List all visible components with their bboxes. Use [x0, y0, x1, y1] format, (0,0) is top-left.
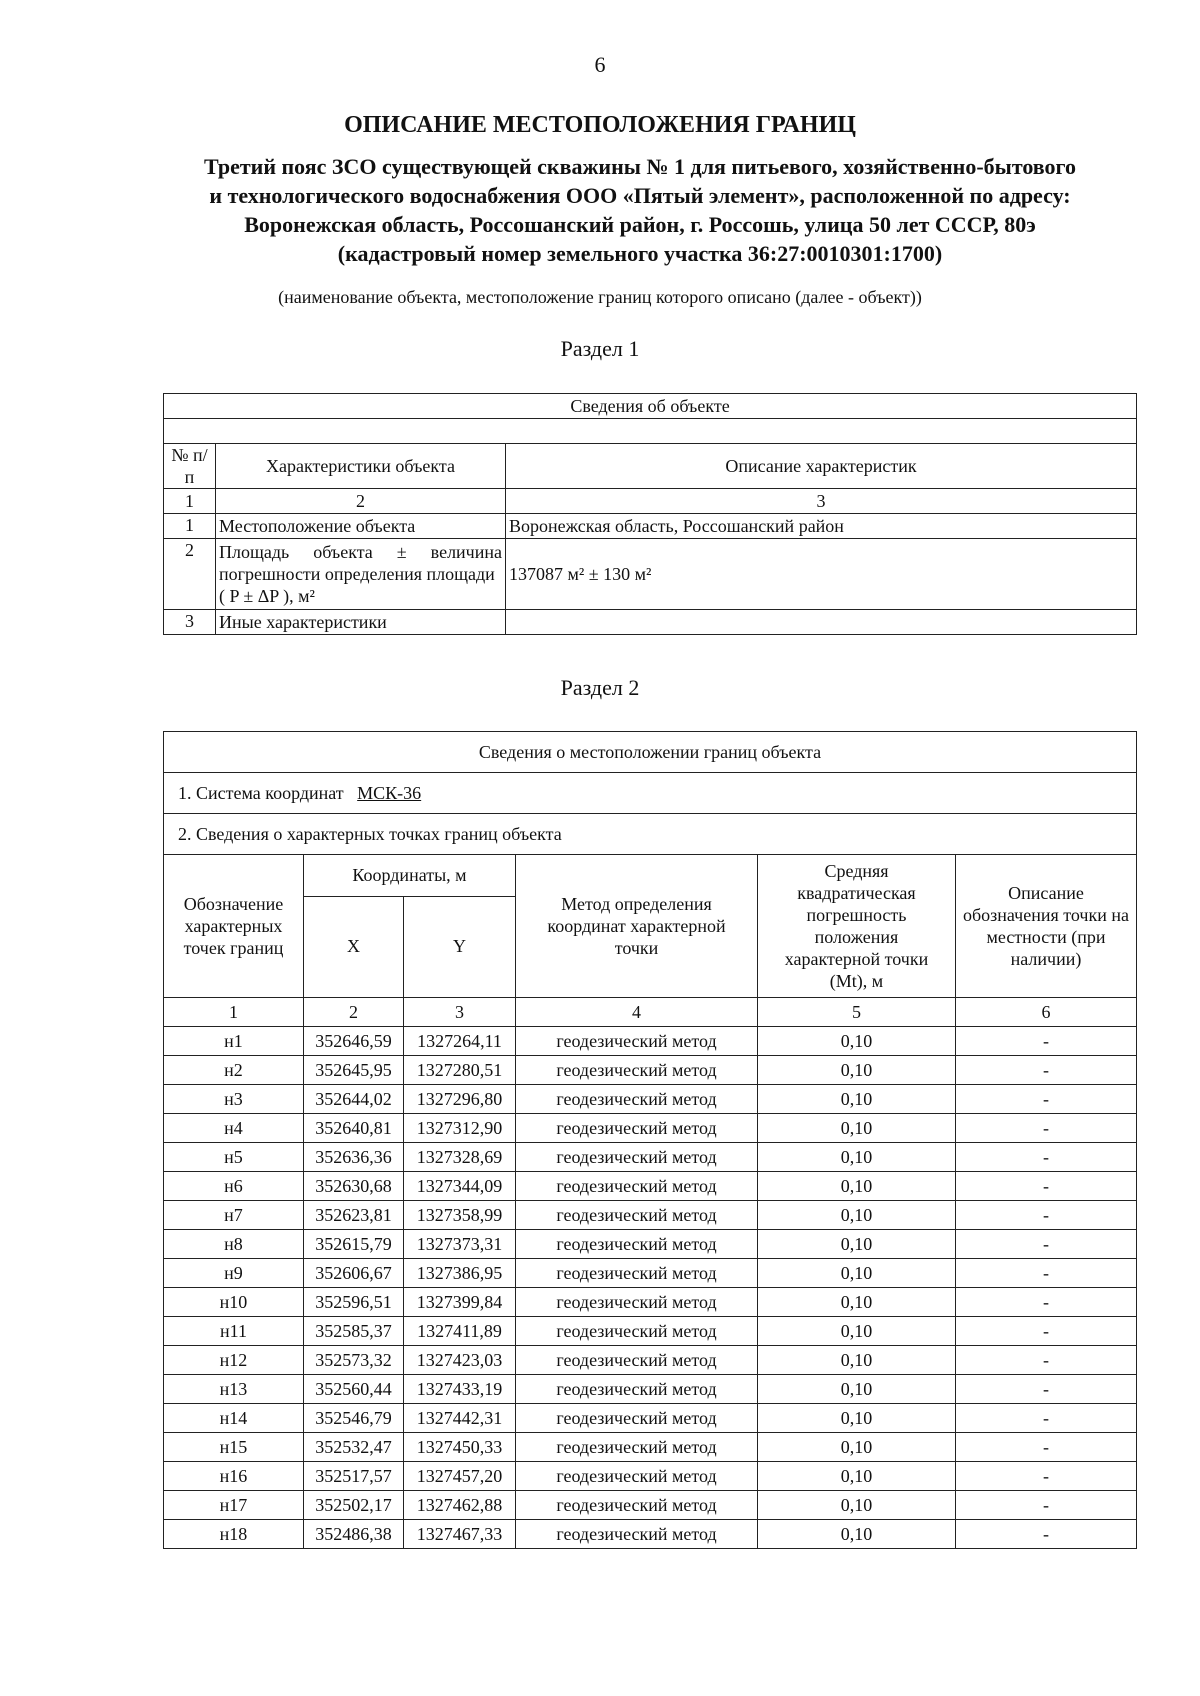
- point-id-cell: н8: [164, 1230, 304, 1259]
- subtitle-line: Воронежская область, Россошанский район, г. Россошь, улица 50 лет СССР, 80э: [244, 212, 1036, 237]
- point-description-cell: -: [956, 1114, 1137, 1143]
- method-cell: геодезический метод: [516, 1143, 758, 1172]
- y-coordinate-cell: 1327411,89: [404, 1317, 516, 1346]
- error-cell: 0,10: [758, 1462, 956, 1491]
- column-number: 5: [758, 998, 956, 1027]
- error-cell: 0,10: [758, 1027, 956, 1056]
- y-coordinate-cell: 1327386,95: [404, 1259, 516, 1288]
- error-cell: 0,10: [758, 1259, 956, 1288]
- point-id-cell: н10: [164, 1288, 304, 1317]
- description-cell: 137087 м² ± 130 м²: [506, 539, 1137, 610]
- coord-system-value: МСК-36: [357, 782, 422, 803]
- x-coordinate-cell: 352630,68: [304, 1172, 404, 1201]
- header-cell: Характеристики объекта: [216, 444, 506, 489]
- error-cell: 0,10: [758, 1114, 956, 1143]
- point-id-cell: н14: [164, 1404, 304, 1433]
- point-description-cell: -: [956, 1404, 1137, 1433]
- y-coordinate-cell: 1327264,11: [404, 1027, 516, 1056]
- y-coordinate-cell: 1327442,31: [404, 1404, 516, 1433]
- table-row: [164, 1317, 1137, 1346]
- error-cell: 0,10: [758, 1143, 956, 1172]
- table-header-row: [164, 855, 1137, 897]
- point-id-cell: н16: [164, 1462, 304, 1491]
- column-number-row: [164, 489, 1137, 514]
- y-coordinate-cell: 1327399,84: [404, 1288, 516, 1317]
- characteristic-text: Площадь объекта ± величина погрешности определения площади: [219, 542, 502, 584]
- error-cell: 0,10: [758, 1230, 956, 1259]
- y-coordinate-cell: 1327373,31: [404, 1230, 516, 1259]
- method-cell: геодезический метод: [516, 1462, 758, 1491]
- empty-cell: [164, 419, 1137, 444]
- row-number: 2: [164, 539, 216, 610]
- point-description-cell: -: [956, 1375, 1137, 1404]
- point-id-cell: н7: [164, 1201, 304, 1230]
- coord-system-cell: [164, 773, 1137, 814]
- method-cell: геодезический метод: [516, 1172, 758, 1201]
- table-row: [164, 514, 1137, 539]
- method-cell: геодезический метод: [516, 1114, 758, 1143]
- x-coordinate-cell: 352517,57: [304, 1462, 404, 1491]
- object-subtitle: [120, 152, 1160, 268]
- row-number: 1: [164, 514, 216, 539]
- point-description-cell: -: [956, 1462, 1137, 1491]
- subtitle-line: (кадастровый номер земельного участка 36:27:0010301:1700): [337, 241, 943, 266]
- x-coordinate-cell: 352646,59: [304, 1027, 404, 1056]
- table-row: [164, 1404, 1137, 1433]
- table-row: [164, 1056, 1137, 1085]
- table-row: [164, 1027, 1137, 1056]
- error-cell: 0,10: [758, 1520, 956, 1549]
- table-row: [164, 1114, 1137, 1143]
- x-coordinate-cell: 352486,38: [304, 1520, 404, 1549]
- point-id-cell: н4: [164, 1114, 304, 1143]
- y-coordinate-cell: 1327433,19: [404, 1375, 516, 1404]
- y-coordinate-cell: 1327457,20: [404, 1462, 516, 1491]
- description-cell: [506, 610, 1137, 635]
- point-id-cell: н5: [164, 1143, 304, 1172]
- x-coordinate-cell: 352585,37: [304, 1317, 404, 1346]
- point-id-cell: н18: [164, 1520, 304, 1549]
- coord-system-label: 1. Система координат: [178, 782, 344, 803]
- method-cell: геодезический метод: [516, 1317, 758, 1346]
- header-cell: X: [304, 896, 404, 997]
- table-row: [164, 1462, 1137, 1491]
- error-cell: 0,10: [758, 1404, 956, 1433]
- table-row: [164, 610, 1137, 635]
- page-number: 6: [594, 52, 606, 77]
- point-id-cell: н13: [164, 1375, 304, 1404]
- x-coordinate-cell: 352573,32: [304, 1346, 404, 1375]
- points-title-row: [164, 814, 1137, 855]
- x-coordinate-cell: 352636,36: [304, 1143, 404, 1172]
- method-cell: геодезический метод: [516, 1259, 758, 1288]
- error-cell: 0,10: [758, 1201, 956, 1230]
- method-cell: геодезический метод: [516, 1027, 758, 1056]
- point-id-cell: н1: [164, 1027, 304, 1056]
- column-number: 1: [164, 489, 216, 514]
- table-row: [164, 1520, 1137, 1549]
- characteristic-cell: Местоположение объекта: [216, 514, 506, 539]
- point-description-cell: -: [956, 1433, 1137, 1462]
- points-body: [164, 1027, 1137, 1549]
- x-coordinate-cell: 352532,47: [304, 1433, 404, 1462]
- table-row: [164, 1288, 1137, 1317]
- method-cell: геодезический метод: [516, 1230, 758, 1259]
- subtitle-line: Третий пояс ЗСО существующей скважины № 1 для питьевого, хозяйственно-бытового: [204, 154, 1076, 179]
- method-cell: геодезический метод: [516, 1433, 758, 1462]
- error-cell: 0,10: [758, 1085, 956, 1114]
- point-description-cell: -: [956, 1288, 1137, 1317]
- characteristic-cell: [216, 539, 506, 610]
- header-cell: Описание характеристик: [506, 444, 1137, 489]
- method-cell: геодезический метод: [516, 1404, 758, 1433]
- x-coordinate-cell: 352644,02: [304, 1085, 404, 1114]
- header-cell: Координаты, м: [304, 855, 516, 897]
- y-coordinate-cell: 1327312,90: [404, 1114, 516, 1143]
- points-title: 2. Сведения о характерных точках границ объекта: [164, 814, 1137, 855]
- row-number: 3: [164, 610, 216, 635]
- column-number: 6: [956, 998, 1137, 1027]
- coord-system-row: [164, 773, 1137, 814]
- y-coordinate-cell: 1327344,09: [404, 1172, 516, 1201]
- description-cell: Воронежская область, Россошанский район: [506, 514, 1137, 539]
- point-description-cell: -: [956, 1491, 1137, 1520]
- x-coordinate-cell: 352640,81: [304, 1114, 404, 1143]
- x-coordinate-cell: 352645,95: [304, 1056, 404, 1085]
- y-coordinate-cell: 1327423,03: [404, 1346, 516, 1375]
- table-row: [164, 1491, 1137, 1520]
- x-coordinate-cell: 352623,81: [304, 1201, 404, 1230]
- x-coordinate-cell: 352546,79: [304, 1404, 404, 1433]
- point-description-cell: -: [956, 1230, 1137, 1259]
- table-title-row: [164, 394, 1137, 419]
- point-description-cell: -: [956, 1317, 1137, 1346]
- point-description-cell: -: [956, 1172, 1137, 1201]
- point-id-cell: н15: [164, 1433, 304, 1462]
- section-1-title: Раздел 1: [560, 336, 640, 361]
- point-description-cell: -: [956, 1085, 1137, 1114]
- header-cell: Y: [404, 896, 516, 997]
- header-cell: Метод определения координат характерной точки: [516, 855, 758, 998]
- point-description-cell: -: [956, 1259, 1137, 1288]
- point-description-cell: -: [956, 1027, 1137, 1056]
- table-row: [164, 1375, 1137, 1404]
- column-number: 2: [216, 489, 506, 514]
- header-cell: Описание обозначения точки на местности (при наличии): [956, 855, 1137, 998]
- boundary-points-table: [163, 731, 1137, 1549]
- x-coordinate-cell: 352606,67: [304, 1259, 404, 1288]
- x-coordinate-cell: 352502,17: [304, 1491, 404, 1520]
- header-cell: Средняя квадратическая погрешность положения характерной точки (Mt), м: [758, 855, 956, 998]
- point-description-cell: -: [956, 1143, 1137, 1172]
- document-title: ОПИСАНИЕ МЕСТОПОЛОЖЕНИЯ ГРАНИЦ: [344, 112, 856, 138]
- table-row: [164, 1259, 1137, 1288]
- table-row: [164, 1172, 1137, 1201]
- y-coordinate-cell: 1327358,99: [404, 1201, 516, 1230]
- table-row: [164, 1201, 1137, 1230]
- error-cell: 0,10: [758, 1346, 956, 1375]
- column-number: 3: [404, 998, 516, 1027]
- method-cell: геодезический метод: [516, 1288, 758, 1317]
- y-coordinate-cell: 1327450,33: [404, 1433, 516, 1462]
- error-cell: 0,10: [758, 1375, 956, 1404]
- method-cell: геодезический метод: [516, 1491, 758, 1520]
- characteristic-cell: Иные характеристики: [216, 610, 506, 635]
- point-id-cell: н2: [164, 1056, 304, 1085]
- characteristic-formula: ( P ± ΔP ), м²: [219, 586, 315, 606]
- y-coordinate-cell: 1327328,69: [404, 1143, 516, 1172]
- table-row: [164, 1346, 1137, 1375]
- point-id-cell: н11: [164, 1317, 304, 1346]
- x-coordinate-cell: 352615,79: [304, 1230, 404, 1259]
- error-cell: 0,10: [758, 1288, 956, 1317]
- method-cell: геодезический метод: [516, 1085, 758, 1114]
- point-id-cell: н3: [164, 1085, 304, 1114]
- point-id-cell: н12: [164, 1346, 304, 1375]
- column-number: 1: [164, 998, 304, 1027]
- method-cell: геодезический метод: [516, 1346, 758, 1375]
- error-cell: 0,10: [758, 1491, 956, 1520]
- table-title-row: [164, 732, 1137, 773]
- table-spacer-row: [164, 419, 1137, 444]
- point-description-cell: -: [956, 1201, 1137, 1230]
- column-number: 3: [506, 489, 1137, 514]
- table-row: [164, 1085, 1137, 1114]
- error-cell: 0,10: [758, 1056, 956, 1085]
- header-cell: Обозначение характерных точек границ: [164, 855, 304, 998]
- subtitle-line: и технологического водоснабжения ООО «Пятый элемент», расположенной по адресу:: [209, 183, 1071, 208]
- point-id-cell: н9: [164, 1259, 304, 1288]
- column-number-row: [164, 998, 1137, 1027]
- y-coordinate-cell: 1327280,51: [404, 1056, 516, 1085]
- table-row: [164, 1433, 1137, 1462]
- method-cell: геодезический метод: [516, 1520, 758, 1549]
- x-coordinate-cell: 352596,51: [304, 1288, 404, 1317]
- point-description-cell: -: [956, 1520, 1137, 1549]
- table-row: [164, 1230, 1137, 1259]
- point-description-cell: -: [956, 1346, 1137, 1375]
- y-coordinate-cell: 1327296,80: [404, 1085, 516, 1114]
- table-title: Сведения об объекте: [164, 394, 1137, 419]
- x-coordinate-cell: 352560,44: [304, 1375, 404, 1404]
- section-2-title: Раздел 2: [560, 675, 640, 700]
- point-id-cell: н6: [164, 1172, 304, 1201]
- error-cell: 0,10: [758, 1317, 956, 1346]
- point-description-cell: -: [956, 1056, 1137, 1085]
- table-title: Сведения о местоположении границ объекта: [164, 732, 1137, 773]
- y-coordinate-cell: 1327462,88: [404, 1491, 516, 1520]
- table-row: [164, 539, 1137, 610]
- error-cell: 0,10: [758, 1433, 956, 1462]
- method-cell: геодезический метод: [516, 1201, 758, 1230]
- column-number: 2: [304, 998, 404, 1027]
- point-id-cell: н17: [164, 1491, 304, 1520]
- error-cell: 0,10: [758, 1172, 956, 1201]
- y-coordinate-cell: 1327467,33: [404, 1520, 516, 1549]
- object-info-table: [163, 393, 1137, 635]
- table-row: [164, 1143, 1137, 1172]
- table-header-row: [164, 444, 1137, 489]
- object-caption: (наименование объекта, местоположение границ которого описано (далее - объект)): [278, 287, 922, 307]
- header-cell: № п/п: [164, 444, 216, 489]
- method-cell: геодезический метод: [516, 1056, 758, 1085]
- method-cell: геодезический метод: [516, 1375, 758, 1404]
- column-number: 4: [516, 998, 758, 1027]
